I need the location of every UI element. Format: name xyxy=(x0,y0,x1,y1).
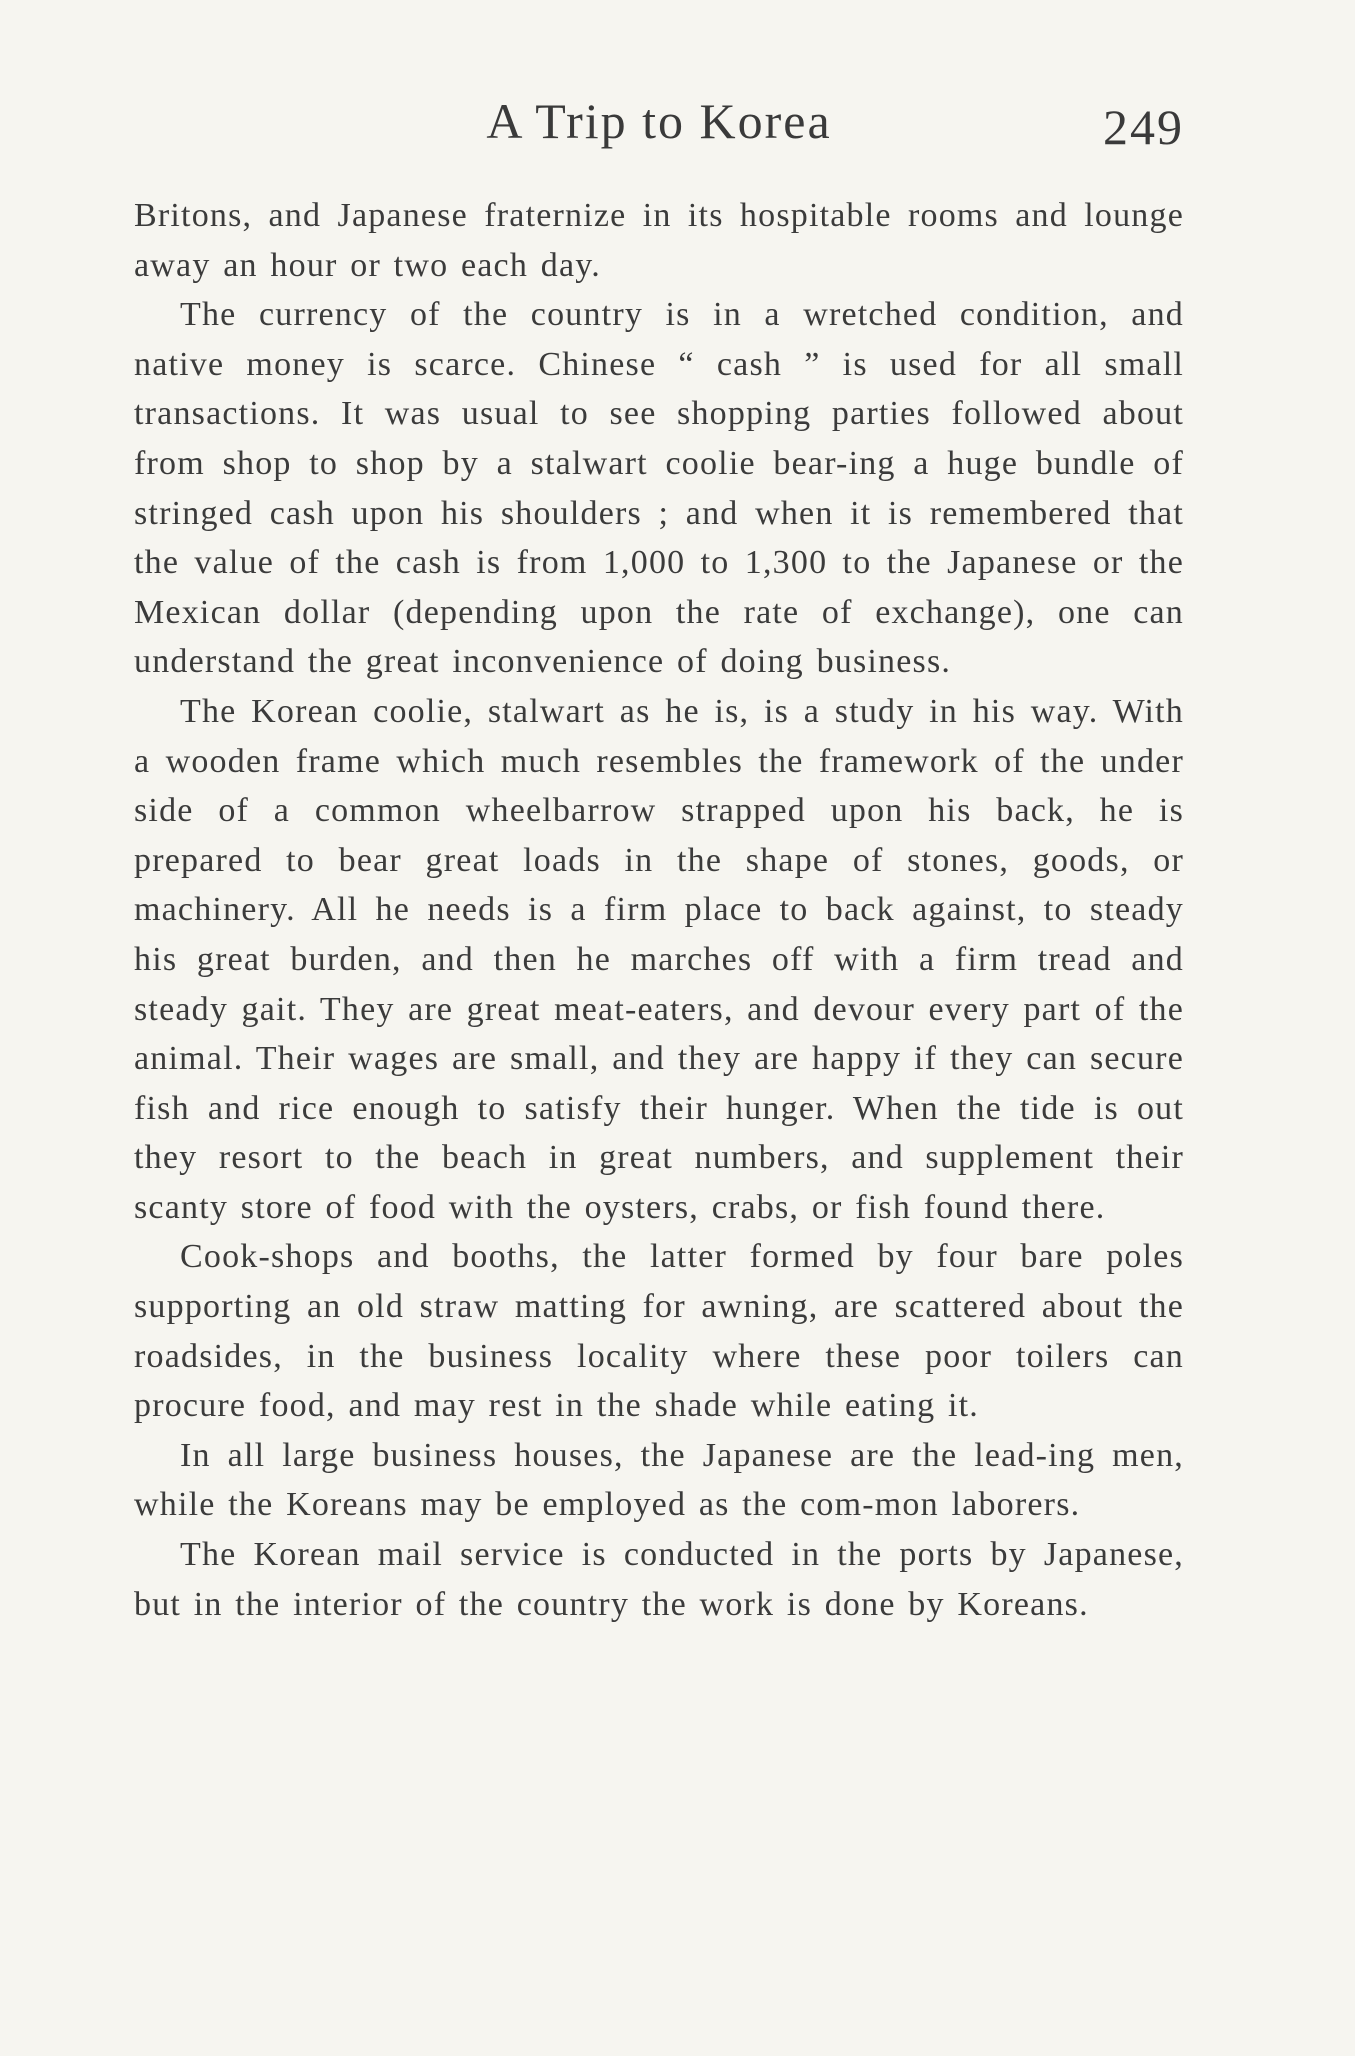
running-title: A Trip to Korea xyxy=(486,93,832,149)
paragraph-currency: The currency of the country is in a wretched condition, and native money is scarce. Chinese “ cash ” is used for all small transactions. It was usual to see shopping parties followed about from shop to shop by a stalwart coolie bear-ing a huge bundle of stringed cash upon his shoulders ; and when it is remembered that the value of the cash is from 1,000 to 1,300 to the Japanese or the Mexican dollar (depending upon the rate of exchange), one can understand the great inconvenience of doing business. xyxy=(134,296,1184,681)
page-header xyxy=(134,92,1184,162)
paragraph-business-houses: In all large business houses, the Japanese are the lead-ing men, while the Koreans may be employed as the com-mon laborers. xyxy=(134,1436,1184,1524)
body-text xyxy=(134,191,1184,1629)
paragraph-cook-shops: Cook-shops and booths, the latter formed by four bare poles supporting an old straw matting for awning, are scattered about the roadsides, in the business locality where these poor toilers can procure food, and may rest in the shade while eating it. xyxy=(134,1238,1184,1425)
page-number: 249 xyxy=(1103,99,1184,155)
paragraph-coolie: The Korean coolie, stalwart as he is, is a study in his way. With a wooden frame which much resembles the framework of the under side of a common wheelbarrow strapped upon his back, he is prepared to bear great loads in the shape of stones, goods, or machinery. All he needs is a firm place to back against, to steady his great burden, and then he marches off with a firm tread and steady gait. They are great meat-eaters, and devour every part of the animal. Their wages are small, and they are happy if they can secure fish and rice enough to satisfy their hunger. When the tide is out they resort to the beach in great numbers, and supplement their scanty store of food with the oysters, crabs, or fish found there. xyxy=(134,692,1184,1226)
paragraph-continued: Britons, and Japanese fraternize in its hospitable rooms and lounge away an hour or two each day. xyxy=(134,197,1184,284)
paragraph-mail-service: The Korean mail service is conducted in the ports by Japanese, but in the interior of the country the work is done by Koreans. xyxy=(134,1536,1184,1623)
